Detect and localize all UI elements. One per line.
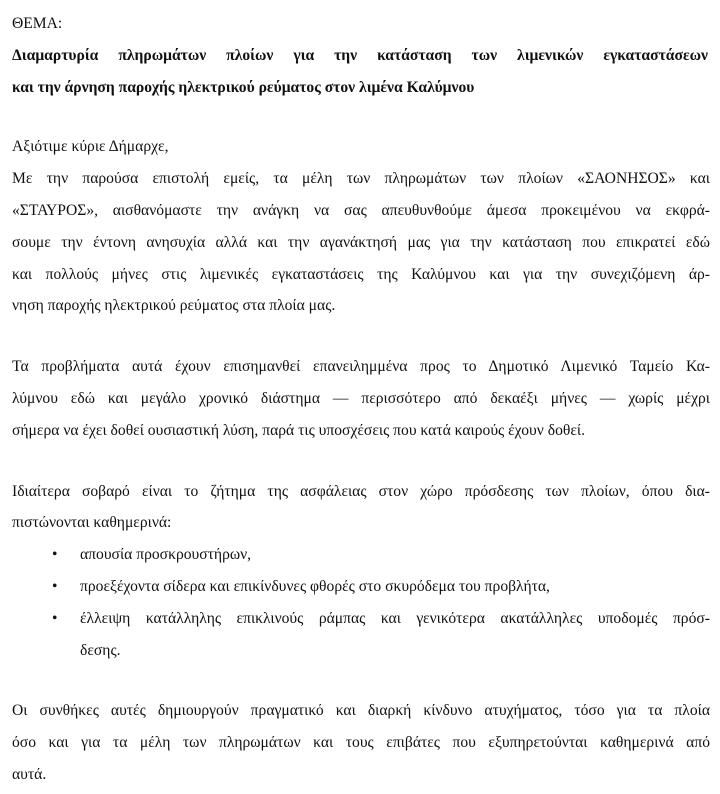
bullet-point-icon: • [52, 577, 58, 595]
list-item-line-2: δεσης. [80, 641, 121, 659]
list-item-text [80, 571, 710, 603]
list-item-line-1: προεξέχοντα σίδερα και επικίνδυνες φθορές στο σκυρόδεμα του προβλήτα, [80, 577, 550, 595]
salutation: Αξιότιμε κύριε Δήμαρχε, [12, 138, 169, 156]
spacer-after-paragraph-1 [12, 322, 710, 351]
paragraph-4-line-2: όσο και για τα μέλη των πληρωμάτων και τους επιβάτες που εξυπηρετούνται καθημερινά από [12, 734, 710, 752]
subject-title-line-1: Διαμαρτυρία πληρωμάτων πλοίων για την κατάσταση των λιμενικών εγκαταστάσεων [12, 46, 708, 64]
paragraph-1 [12, 163, 710, 322]
paragraph-1-line-3: σουμε την έντονη ανησυχία αλλά και την αγανάκτησή μας για την κατάσταση που επικρατεί εδώ [12, 233, 710, 251]
paragraph-3 [12, 476, 710, 540]
spacer-after-title [12, 103, 710, 131]
paragraph-1-line-1: Με την παρούσα επιστολή εμείς, τα μέλη των πληρωμάτων των πλοίων «ΣΑΟΝΗΣΟΣ» και [12, 170, 710, 188]
paragraph-4-line-1: Οι συνθήκες αυτές δημιουργούν πραγματικό και διαρκή κίνδυνο ατυχήματος, τόσο για τα πλοία [12, 702, 710, 720]
subject-title-line-2: και την άρνηση παροχής ηλεκτρικού ρεύματος στον λιμένα Καλύμνου [12, 78, 475, 96]
paragraph-2-line-3: σήμερα να έχει δοθεί ουσιαστική λύση, παρά τις υποσχέσεις που κατά καιρούς έχουν δοθεί. [12, 421, 585, 439]
list-item [12, 603, 710, 667]
paragraph-1-line-5: νηση παροχής ηλεκτρικού ρεύματος στα πλοία μας. [12, 297, 336, 315]
bullet-point-icon: • [52, 546, 58, 564]
list-item [12, 571, 710, 603]
bullet-list [12, 539, 710, 666]
subject-title [12, 40, 710, 104]
paragraph-4 [12, 695, 710, 790]
paragraph-4-line-3: αυτά. [12, 765, 47, 783]
list-item-line-1: απουσία προσκρουστήρων, [80, 546, 252, 564]
subject-label: ΘΕΜΑ: [12, 15, 63, 32]
paragraph-1-line-4: και πολλούς μήνες στις λιμενικές εγκαταστάσεις της Καλύμνου και για την συνεχιζόμενη άρ- [12, 265, 710, 283]
list-item-line-1: έλλειψη κατάλληλης επικλινούς ράμπας και γενικότερα ακατάλληλες υποδομές πρόσ- [80, 609, 710, 627]
list-item-text [80, 539, 710, 571]
bullet-point-icon: • [52, 609, 58, 627]
paragraph-3-line-1: Ιδιαίτερα σοβαρό είναι το ζήτημα της ασφάλειας στον χώρο πρόσδεσης των πλοίων, όπου δια- [12, 482, 710, 500]
paragraph-3-line-2: πιστώνονται καθημερινά: [12, 514, 172, 532]
paragraph-2 [12, 351, 710, 446]
paragraph-1-line-2: «ΣΤΑΥΡΟΣ», αισθανόμαστε την ανάγκη να σας απευθυνθούμε άμεσα προκειμένου να εκφρά- [12, 201, 710, 219]
paragraph-2-line-2: λύμνου εδώ και μεγάλο χρονικό διάστημα — περισσότερο από δεκαέξι μήνες — χωρίς μέχρι [12, 389, 710, 407]
list-item [12, 539, 710, 571]
spacer-after-bullet-list [12, 666, 710, 695]
spacer-after-paragraph-2 [12, 447, 710, 476]
list-item-text [80, 603, 710, 667]
paragraph-2-line-1: Τα προβλήματα αυτά έχουν επισημανθεί επανειλημμένα προς το Δημοτικό Λιμενικό Ταμείο Κα- [12, 358, 710, 376]
